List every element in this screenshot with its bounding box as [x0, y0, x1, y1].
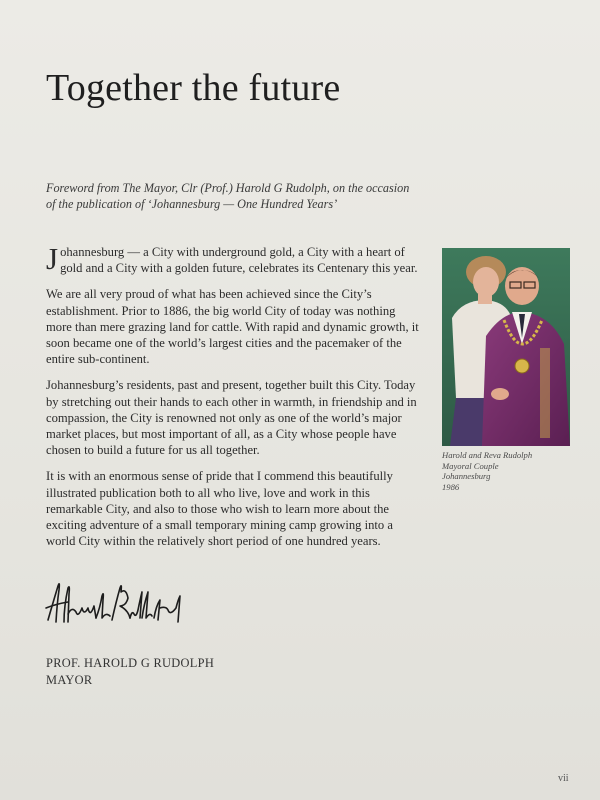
paragraph	[46, 241, 422, 276]
foreword-body	[46, 241, 422, 559]
handwritten-signature	[42, 578, 192, 630]
foreword-subtitle	[46, 180, 426, 212]
paragraph: It is with an enormous sense of pride that I commend this beautifully illustrated publication both to all who live, love and work in this remarkable City, and also to those who wish to learn more about the exciting adventure of a small temporary mining camp growing into a world City within the relatively short period of one hundred years.	[46, 469, 393, 549]
signoff-role: MAYOR	[46, 673, 93, 687]
paragraph-text: ohannesburg — a City with underground gold, a City with a heart of gold and a City with a golden future, celebrates its Centenary this year.	[60, 245, 418, 276]
foreword-line: of the publication of ‘Johannesburg — One Hundred Years’	[46, 197, 338, 211]
page-title: Together the future	[46, 67, 341, 109]
caption-line: Mayoral Couple	[442, 460, 499, 471]
page-number: vii	[558, 773, 569, 784]
caption-line: Johannesburg	[442, 471, 491, 482]
foreword-line: Foreword from The Mayor, Clr (Prof.) Harold G Rudolph, on the occasion	[46, 181, 410, 195]
signoff-name: PROF. HAROLD G RUDOLPH	[46, 656, 215, 670]
caption-line: Harold and Reva Rudolph	[442, 450, 533, 460]
paragraph: We are all very proud of what has been achieved since the City’s establishment. Prior to 1886, the big world City of today was nothing more than mere grazing land for cattle. With rapid and dynamic growth, it soon became one of the world’s largest cities and the pacemaker of the entire sub-continent.	[46, 287, 419, 367]
drop-cap: J	[46, 241, 59, 276]
caption-line: 1986	[442, 481, 460, 492]
paragraph: Johannesburg’s residents, past and present, together built this City. Today by stretching out their hands to each other in warmth, in friendship and in compassion, the City is renowned not only as one of the world’s major market places, but most important of all, as a City whose people have chosen to build a future for us all together.	[46, 378, 417, 458]
photo-caption	[442, 450, 572, 492]
signoff-block	[46, 655, 214, 689]
mayoral-couple-photo	[442, 248, 570, 446]
